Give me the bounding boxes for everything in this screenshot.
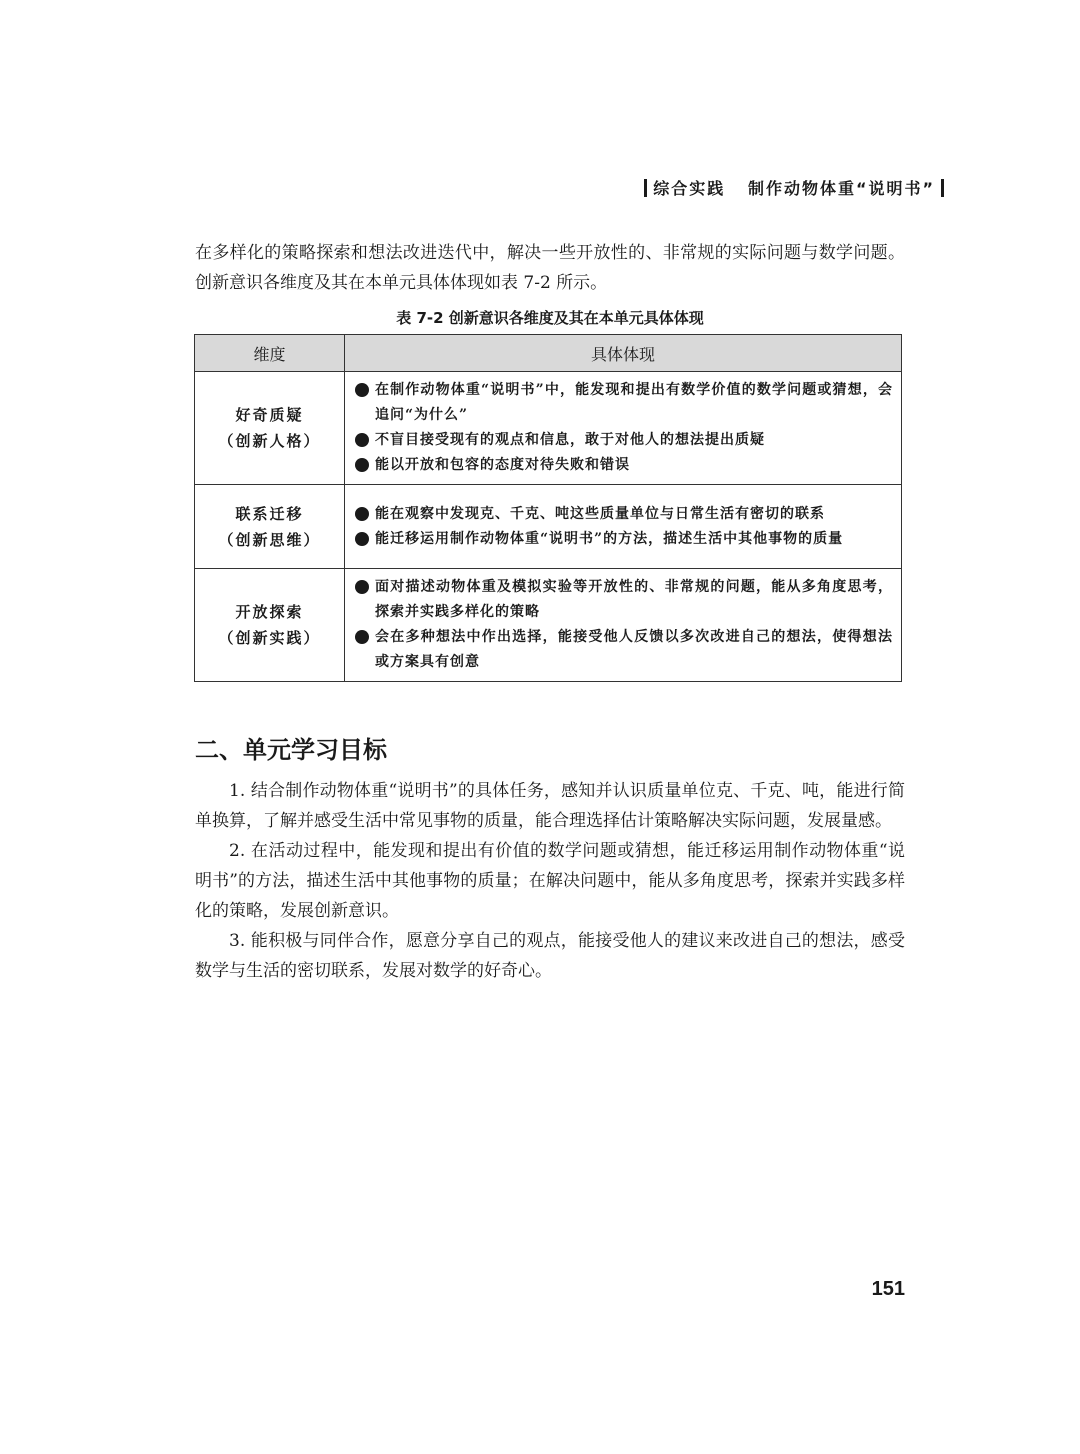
bullet-icon — [355, 507, 369, 521]
bullet-icon — [355, 383, 369, 397]
manifestation-cell — [345, 485, 902, 569]
header-bar-left — [644, 179, 647, 197]
list-item: 会在多种想法中作出选择，能接受他人反馈以多次改进自己的想法，使得想法或方案具有创意 — [355, 625, 893, 675]
bullet-icon — [355, 580, 369, 594]
bullet-icon — [355, 630, 369, 644]
header-manifestation: 具体体现 — [345, 335, 902, 372]
list-item: 能以开放和包容的态度对待失败和错误 — [355, 453, 893, 478]
innovation-table — [194, 334, 902, 682]
learning-goals — [195, 776, 905, 986]
header-bar-right — [941, 179, 944, 197]
dimension-sub: （创新人格） — [218, 432, 321, 450]
goal-item: 2. 在活动过程中，能发现和提出有价值的数学问题或猜想，能迁移运用制作动物体重“说明书”的方法，描述生活中其他事物的质量；在解决问题中，能从多角度思考，探索并实践多样化的策略，发展创新意识。 — [195, 841, 905, 921]
dimension-sub: （创新思维） — [218, 530, 321, 549]
manifestation-cell — [345, 569, 902, 682]
dimension-name: 好奇质疑 — [235, 406, 304, 424]
intro-paragraph: 在多样化的策略探索和想法改进迭代中，解决一些开放性的、非常规的实际问题与数学问题。创新意识各维度及其在本单元具体体现如表 7-2 所示。 — [195, 243, 905, 293]
page-number: 151 — [871, 1278, 905, 1300]
dimension-name: 联系迁移 — [235, 504, 304, 523]
table-caption: 表 7-2 创新意识各维度及其在本单元具体体现 — [396, 309, 704, 327]
table-header-row — [195, 335, 902, 372]
dimension-name: 开放探索 — [235, 603, 304, 621]
dimension-cell — [195, 569, 345, 682]
manifestation-cell — [345, 372, 902, 485]
header-part1: 综合实践 — [653, 179, 726, 198]
list-item: 不盲目接受现有的观点和信息，敢于对他人的想法提出质疑 — [355, 428, 893, 453]
header-dimension: 维度 — [195, 335, 345, 372]
dimension-cell — [195, 372, 345, 485]
list-item: 能在观察中发现克、千克、吨这些质量单位与日常生活有密切的联系 — [355, 502, 893, 527]
bullet-icon — [355, 532, 369, 546]
dimension-cell — [195, 485, 345, 569]
section-title: 二、单元学习目标 — [195, 736, 387, 764]
running-header — [560, 176, 950, 199]
header-part2: 制作动物体重“说明书” — [747, 179, 935, 198]
list-item: 面对描述动物体重及模拟实验等开放性的、非常规的问题，能从多角度思考，探索并实践多样化的策略 — [355, 575, 893, 625]
dimension-sub: （创新实践） — [218, 629, 321, 647]
bullet-icon — [355, 458, 369, 472]
goal-item: 1. 结合制作动物体重“说明书”的具体任务，感知并认识质量单位克、千克、吨，能进行简单换算，了解并感受生活中常见事物的质量，能合理选择估计策略解决实际问题，发展量感。 — [195, 781, 905, 831]
table-row — [195, 485, 902, 569]
table-row — [195, 372, 902, 485]
list-item: 在制作动物体重“说明书”中，能发现和提出有数学价值的数学问题或猜想，会追问“为什么” — [355, 378, 893, 428]
table-row — [195, 569, 902, 682]
list-item: 能迁移运用制作动物体重“说明书”的方法，描述生活中其他事物的质量 — [355, 527, 893, 552]
goal-item: 3. 能积极与同伴合作，愿意分享自己的观点，能接受他人的建议来改进自己的想法，感受数学与生活的密切联系，发展对数学的好奇心。 — [195, 931, 905, 981]
bullet-icon — [355, 433, 369, 447]
